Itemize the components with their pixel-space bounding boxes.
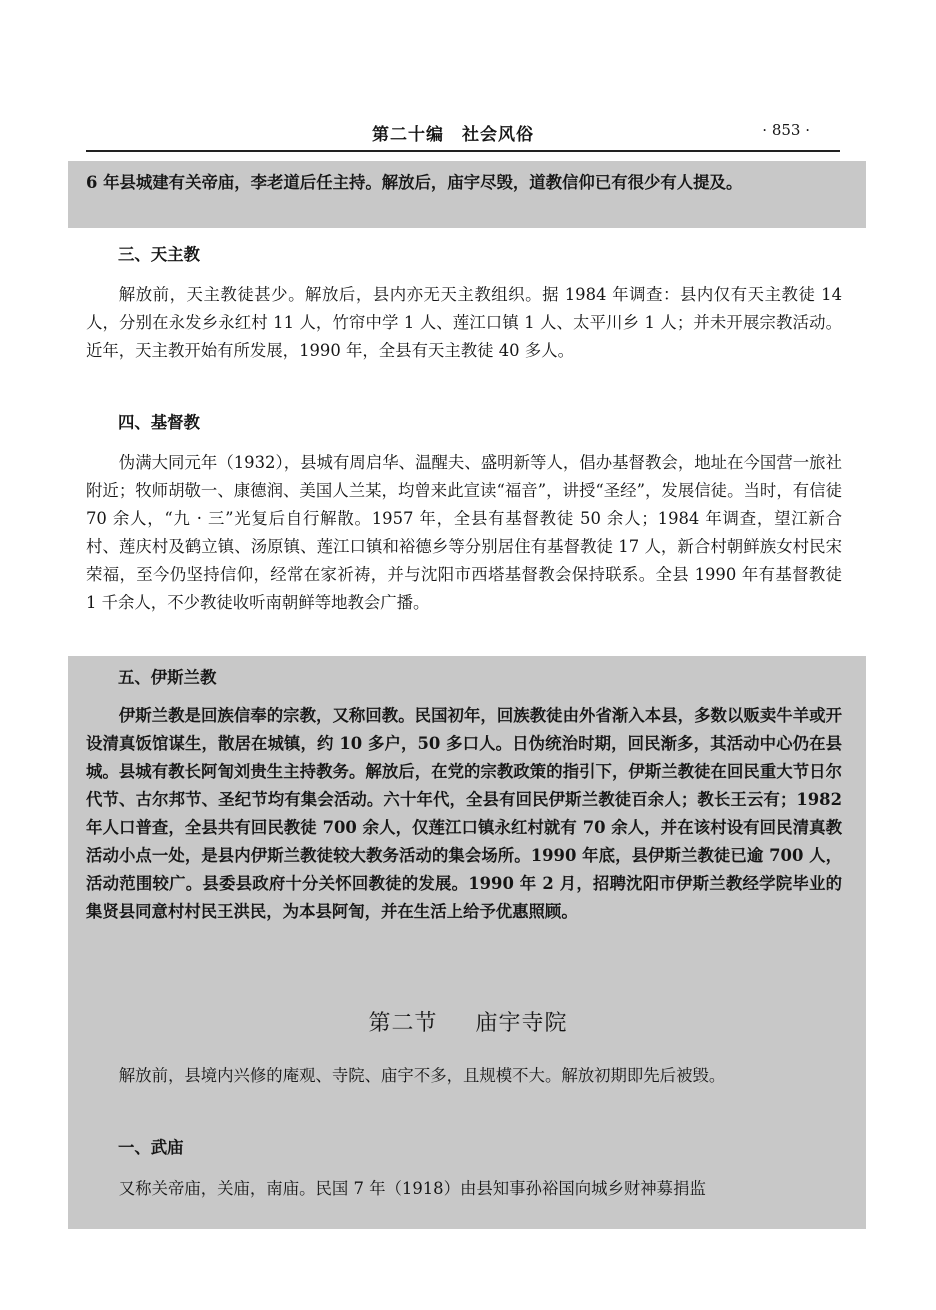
heading-islam: 五、伊斯兰教: [118, 668, 217, 687]
section2-intro: [86, 1062, 842, 1090]
intro-text: 6 年县城建有关帝庙，李老道后任主持。解放后，庙宇尽毁，道教信仰已有很少有人提及。: [86, 173, 743, 192]
christian-section: [86, 449, 842, 617]
islam-paragraph: 伊斯兰教是回族信奉的宗教，又称回教。民国初年，回族教徒由外省渐入本县，多数以贩卖牛羊或开设清真饭馆谋生，散居在城镇，约 10 多户，50 多口人。日伪统治时期，回民渐多，其活动中心仍在县城。县城有教长阿訇刘贵生主持教务。解放后，在党的宗教政策的指引下，伊斯兰教徒在回民重大节日尔代节、古尔邦节、圣纪节均有集会活动。六十年代，全县有回民伊斯兰教徒百余人；教长王云有；1982 年人口普查，全县共有回民教徒 700 余人，仅莲江口镇永红村就有 70 余人，并在该村设有回民清真教活动小点一处，是县内伊斯兰教徒较大教务活动的集会场所。1990 年底，县伊斯兰教徒已逾 700 人，活动范围较广。县委县政府十分关怀回教徒的发展。1990 年 2 月，招聘沈阳市伊斯兰教经学院毕业的集贤县同意村村民王洪民，为本县阿訇，并在生活上给予优惠照顾。: [86, 706, 842, 921]
heading-christian: 四、基督教: [118, 413, 200, 432]
running-header-title: 第二十编 社会风俗: [372, 125, 534, 145]
intro-paragraph: [86, 169, 842, 197]
wumiao-paragraph: 又称关帝庙，关庙，南庙。民国 7 年（1918）由县知事孙裕国向城乡财神募捐监: [118, 1179, 706, 1198]
section-title: [0, 1006, 936, 1037]
catholic-paragraph: 解放前，天主教徒甚少。解放后，县内亦无天主教组织。据 1984 年调查：县内仅有天主教徒 14 人，分别在永发乡永红村 11 人，竹帘中学 1 人、莲江口镇 1 人、太平川乡 1 人；并未开展宗教活动。近年，天主教开始有所发展，1990 年，全县有天主教徒 40 多人。: [86, 285, 842, 360]
section-number: 第二节: [368, 1011, 438, 1036]
section-name: 庙宇寺院: [475, 1011, 568, 1036]
section2-intro-paragraph: 解放前，县境内兴修的庵观、寺院、庙宇不多，且规模不大。解放初期即先后被毁。: [118, 1066, 726, 1085]
heading-catholic: 三、天主教: [118, 245, 200, 264]
page-header: [86, 120, 840, 152]
catholic-section: [86, 281, 842, 365]
islam-section: [86, 702, 842, 926]
page-number: · 853 ·: [762, 121, 810, 139]
wumiao-section: [86, 1175, 842, 1203]
christian-paragraph: 伪满大同元年（1932），县城有周启华、温醒夫、盛明新等人，倡办基督教会，地址在今国营一旅社附近；牧师胡敬一、康德润、美国人兰某，均曾来此宣读“福音”，讲授“圣经”，发展信徒。当时，有信徒 70 余人，“九 · 三”光复后自行解散。1957 年，全县有基督教徒 50 余人；1984 年调查，望江新合村、莲庆村及鹤立镇、汤原镇、莲江口镇和裕德乡等分别居住有基督教徒 17 人，新合村朝鲜族女村民宋荣福，至今仍坚持信仰，经常在家祈祷，并与沈阳市西塔基督教会保持联系。全县 1990 年有基督教徒 1 千余人，不少教徒收听南朝鲜等地教会广播。: [86, 453, 842, 612]
heading-wumiao: 一、武庙: [118, 1138, 184, 1157]
